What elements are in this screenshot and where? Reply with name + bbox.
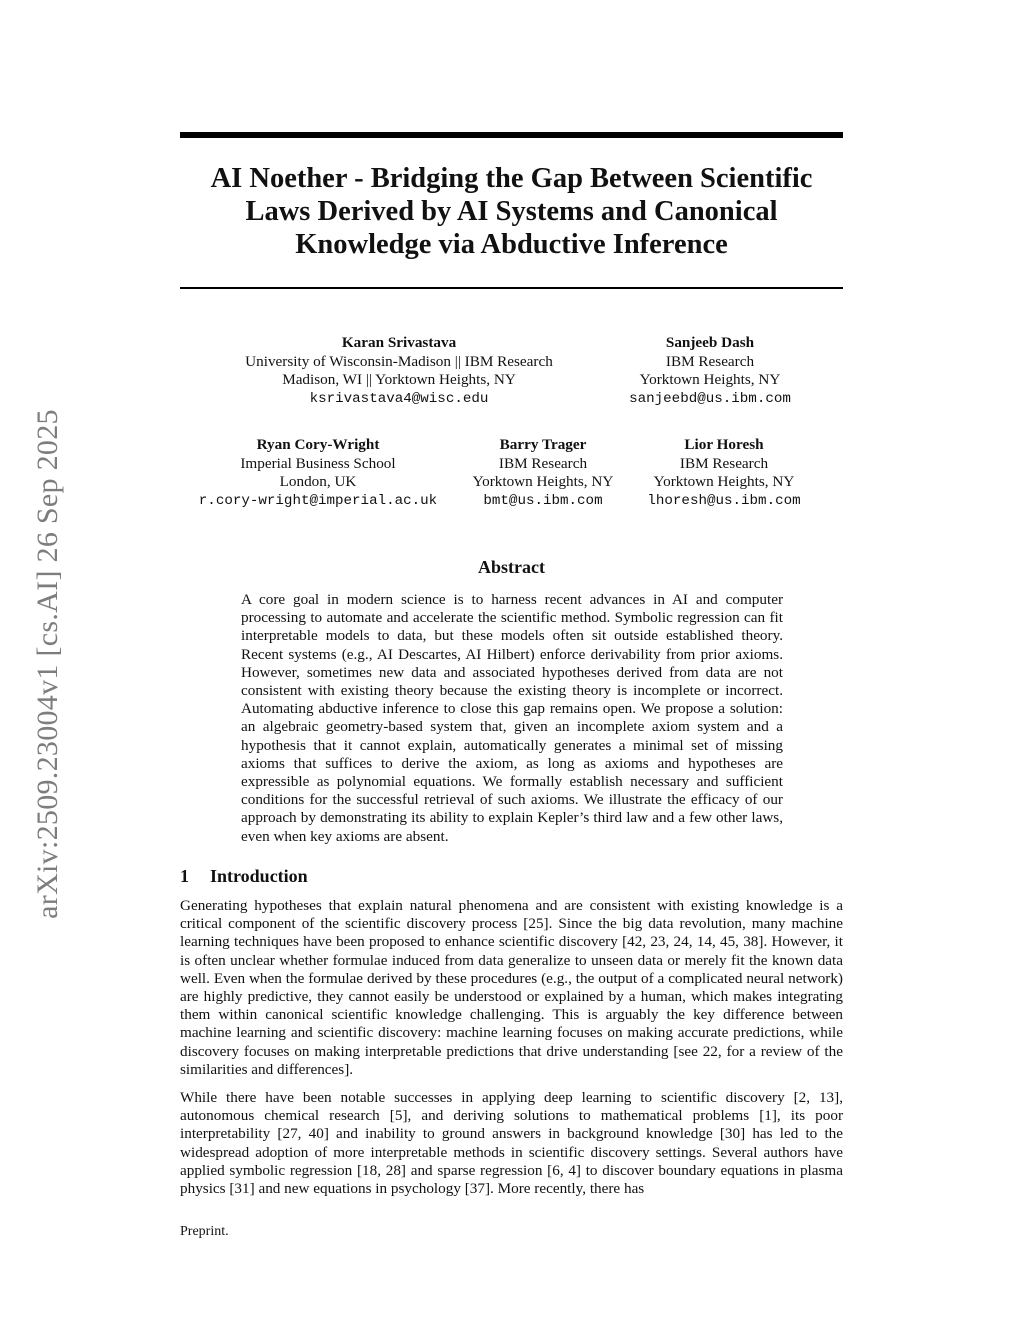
arxiv-identifier [22, 376, 74, 951]
author-location: Madison, WI || Yorktown Heights, NY [282, 371, 516, 388]
author-name: Karan Srivastava [341, 334, 457, 351]
author-affiliation: IBM Research [679, 454, 769, 472]
author-block [229, 334, 569, 408]
author-name: Barry Trager [499, 436, 587, 453]
author-block [636, 436, 812, 510]
paper-title: AI Noether - Bridging the Gap Between Scientific Laws Derived by AI Systems and Canonical Knowledge via Abductive Inference [210, 163, 813, 260]
author-location: Yorktown Heights, NY [472, 473, 614, 490]
intro-paragraph: While there have been notable successes in applying deep learning to scientific discovery [2, 13], autonomous chemical research [5], and deriving solutions to mathematical problems [1], its poor interpretability [27, 40] and inability to ground answers in background knowledge [30] has led to the widespread adoption of more interpretable methods in scientific discovery settings. Several authors have applied symbolic regression [18, 28] and sparse regression [6, 4] to discover boundary equations in plasma physics [31] and new equations in psychology [37]. More recently, there has [180, 1089, 843, 1198]
intro-paragraph: Generating hypotheses that explain natural phenomena and are consistent with existing knowledge is a critical component of the scientific discovery process [25]. Since the big data revolution, many machine learning techniques have been proposed to enhance scientific discovery [42, 23, 24, 14, 45, 38]. However, it is often unclear whether formulae induced from data generalize to unseen data or merely fit the known data well. Even when the formulae derived by these procedures (e.g., the output of a complicated neural network) are highly predictive, they cannot easily be understood or explained by a human, which makes integrating them within canonical scientific knowledge challenging. This is arguably the key difference between machine learning and scientific discovery: machine learning focuses on making accurate predictions, while discovery focuses on making interpretable predictions that drive understanding [see 22, for a review of the similarities and differences]. [180, 897, 843, 1078]
arxiv-identifier-text: arXiv:2509.23004v1 [cs.AI] 26 Sep 2025 [31, 408, 64, 919]
title-bottom-rule [180, 287, 843, 289]
section-number: 1 [180, 866, 189, 886]
author-email[interactable]: bmt@us.ibm.com [483, 492, 603, 509]
author-location: Yorktown Heights, NY [653, 473, 795, 490]
abstract-heading: Abstract [478, 557, 545, 577]
author-block [458, 436, 628, 510]
title-top-rule [180, 132, 843, 138]
author-email[interactable]: ksrivastava4@wisc.edu [309, 390, 489, 407]
abstract-text: A core goal in modern science is to harness recent advances in AI and computer processing to automate and accelerate the scientific method. Symbolic regression can fit interpretable models to data, but these models often sit outside established theory. Recent systems (e.g., AI Descartes, AI Hilbert) enforce derivability from prior axioms. However, sometimes new data and associated hypotheses derived from data are not consistent with existing theory because the existing theory is incomplete or incorrect. Automating abductive inference to close this gap remains open. We propose a solution: an algebraic geometry-based system that, given an incomplete axiom system and a hypothesis that it cannot explain, automatically generates a minimal set of missing axioms that suffices to derive the axiom, as long as axioms and hypotheses are expressible as polynomial equations. We formally establish necessary and sufficient conditions for the successful retrieval of such axioms. We illustrate the efficacy of our approach by demonstrating its ability to explain Kepler’s third law and a few other laws, even when key axioms are absent. [241, 591, 783, 845]
footer-note: Preprint. [180, 1224, 229, 1239]
author-location: Yorktown Heights, NY [639, 371, 781, 388]
author-affiliation: IBM Research [665, 352, 755, 370]
author-name: Lior Horesh [684, 436, 764, 453]
author-email[interactable]: sanjeebd@us.ibm.com [629, 390, 791, 407]
section-heading [180, 866, 308, 887]
author-name: Sanjeeb Dash [665, 334, 755, 351]
author-affiliation: IBM Research [498, 454, 588, 472]
section-title: Introduction [210, 866, 308, 886]
author-block [620, 334, 800, 408]
author-name: Ryan Cory-Wright [256, 436, 380, 453]
author-location: London, UK [279, 473, 357, 490]
author-affiliation: Imperial Business School [240, 454, 396, 472]
author-email[interactable]: r.cory-wright@imperial.ac.uk [198, 492, 438, 509]
author-block [188, 436, 448, 510]
author-affiliation: University of Wisconsin-Madison || IBM Research [245, 352, 553, 370]
author-email[interactable]: lhoresh@us.ibm.com [647, 492, 801, 509]
